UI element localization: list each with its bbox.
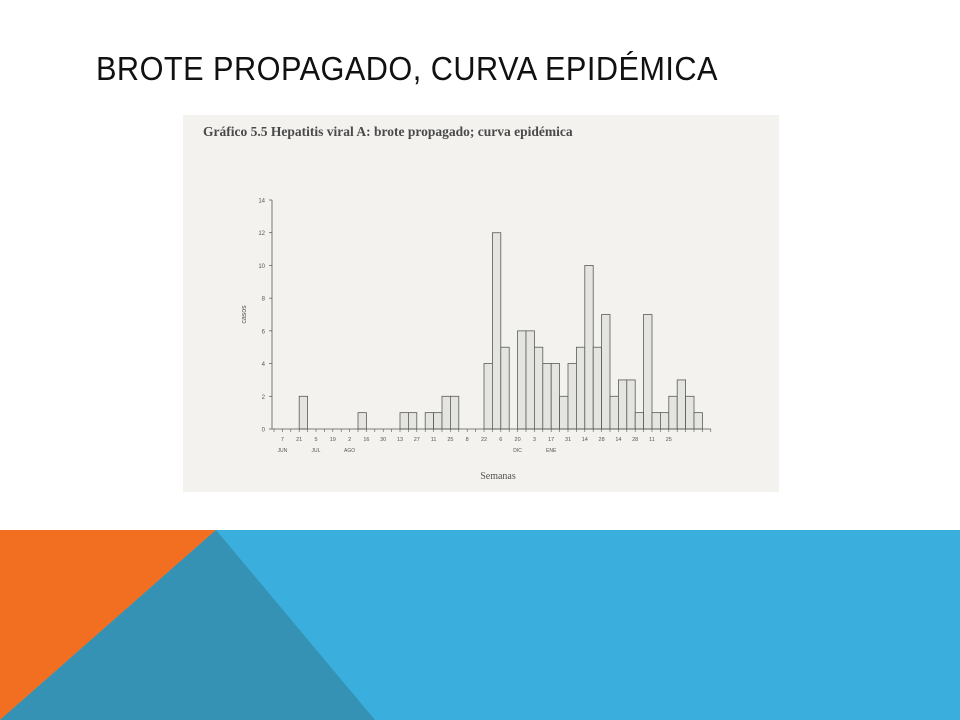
bar bbox=[660, 413, 668, 429]
x-tick-label: 25 bbox=[447, 437, 454, 443]
bar bbox=[602, 315, 610, 430]
bar bbox=[593, 347, 601, 429]
bar bbox=[635, 413, 643, 429]
bar bbox=[534, 347, 542, 429]
bar bbox=[618, 380, 626, 429]
month-label: ENE bbox=[546, 448, 557, 454]
bar bbox=[551, 364, 559, 429]
y-tick-label: 2 bbox=[261, 394, 265, 401]
month-label: JUL bbox=[311, 448, 321, 454]
x-tick-label: 28 bbox=[632, 437, 639, 443]
x-tick-label: 8 bbox=[465, 437, 469, 443]
y-tick-label: 6 bbox=[261, 329, 265, 336]
x-tick-label: 21 bbox=[296, 437, 303, 443]
bar bbox=[408, 413, 416, 429]
x-axis bbox=[272, 429, 711, 454]
month-label: DIC bbox=[513, 448, 522, 454]
bar-series bbox=[299, 233, 702, 429]
bar bbox=[560, 396, 568, 429]
x-tick-label: 25 bbox=[665, 437, 672, 443]
x-tick-label: 30 bbox=[380, 437, 387, 443]
y-tick-label: 4 bbox=[261, 362, 265, 369]
x-tick-label: 19 bbox=[329, 437, 336, 443]
bar bbox=[425, 413, 433, 429]
bar bbox=[501, 347, 509, 429]
x-tick-label: 7 bbox=[280, 437, 284, 443]
bar bbox=[627, 380, 635, 429]
slide-title: BROTE PROPAGADO, CURVA EPIDÉMICA bbox=[96, 50, 718, 87]
bar bbox=[434, 413, 442, 429]
bar bbox=[400, 413, 408, 429]
bar bbox=[299, 396, 307, 429]
chart-figure bbox=[183, 115, 779, 492]
x-tick-label: 11 bbox=[649, 437, 655, 443]
bar bbox=[686, 396, 694, 429]
bar bbox=[694, 413, 702, 429]
bar bbox=[644, 315, 652, 430]
bar bbox=[450, 396, 458, 429]
y-tick-label: 12 bbox=[258, 231, 265, 238]
x-tick-label: 22 bbox=[480, 437, 488, 443]
x-axis-label: Semanas bbox=[480, 471, 516, 482]
bar bbox=[518, 331, 526, 429]
x-tick-label: 3 bbox=[532, 437, 536, 443]
bar bbox=[358, 413, 366, 429]
y-tick-label: 8 bbox=[261, 296, 265, 303]
footer-decoration bbox=[0, 530, 960, 720]
bar bbox=[543, 364, 551, 429]
x-tick-label: 6 bbox=[499, 437, 503, 443]
bar bbox=[442, 396, 450, 429]
y-axis bbox=[258, 199, 272, 434]
y-axis-label: casos bbox=[241, 305, 248, 324]
month-label: JUN bbox=[277, 448, 288, 454]
bar bbox=[610, 396, 618, 429]
bar bbox=[652, 413, 660, 429]
bar bbox=[576, 347, 584, 429]
x-tick-label: 27 bbox=[413, 437, 420, 443]
month-label: AGO bbox=[344, 448, 356, 454]
x-tick-label: 13 bbox=[396, 437, 404, 443]
x-tick-label: 2 bbox=[348, 437, 352, 443]
bar bbox=[526, 331, 534, 429]
x-tick-label: 14 bbox=[581, 437, 588, 443]
bar bbox=[568, 364, 576, 429]
y-tick-label: 10 bbox=[258, 263, 265, 270]
bar bbox=[669, 396, 677, 429]
bar bbox=[585, 265, 593, 429]
x-tick-label: 28 bbox=[598, 437, 605, 443]
chart-title: Gráfico 5.5 Hepatitis viral A: brote propagado; curva epidémica bbox=[203, 124, 573, 139]
bar bbox=[484, 364, 492, 429]
epidemic-curve-chart bbox=[183, 115, 779, 492]
x-tick-label: 17 bbox=[548, 437, 555, 443]
y-tick-label: 14 bbox=[258, 198, 265, 205]
x-tick-label: 11 bbox=[430, 437, 437, 443]
bar bbox=[492, 233, 500, 429]
x-tick-label: 5 bbox=[314, 437, 318, 443]
x-tick-label: 31 bbox=[564, 437, 572, 443]
bar bbox=[677, 380, 685, 429]
y-tick-label: 0 bbox=[261, 427, 265, 434]
x-tick-label: 14 bbox=[615, 437, 622, 443]
x-tick-label: 20 bbox=[514, 437, 521, 443]
x-tick-label: 16 bbox=[363, 437, 370, 443]
